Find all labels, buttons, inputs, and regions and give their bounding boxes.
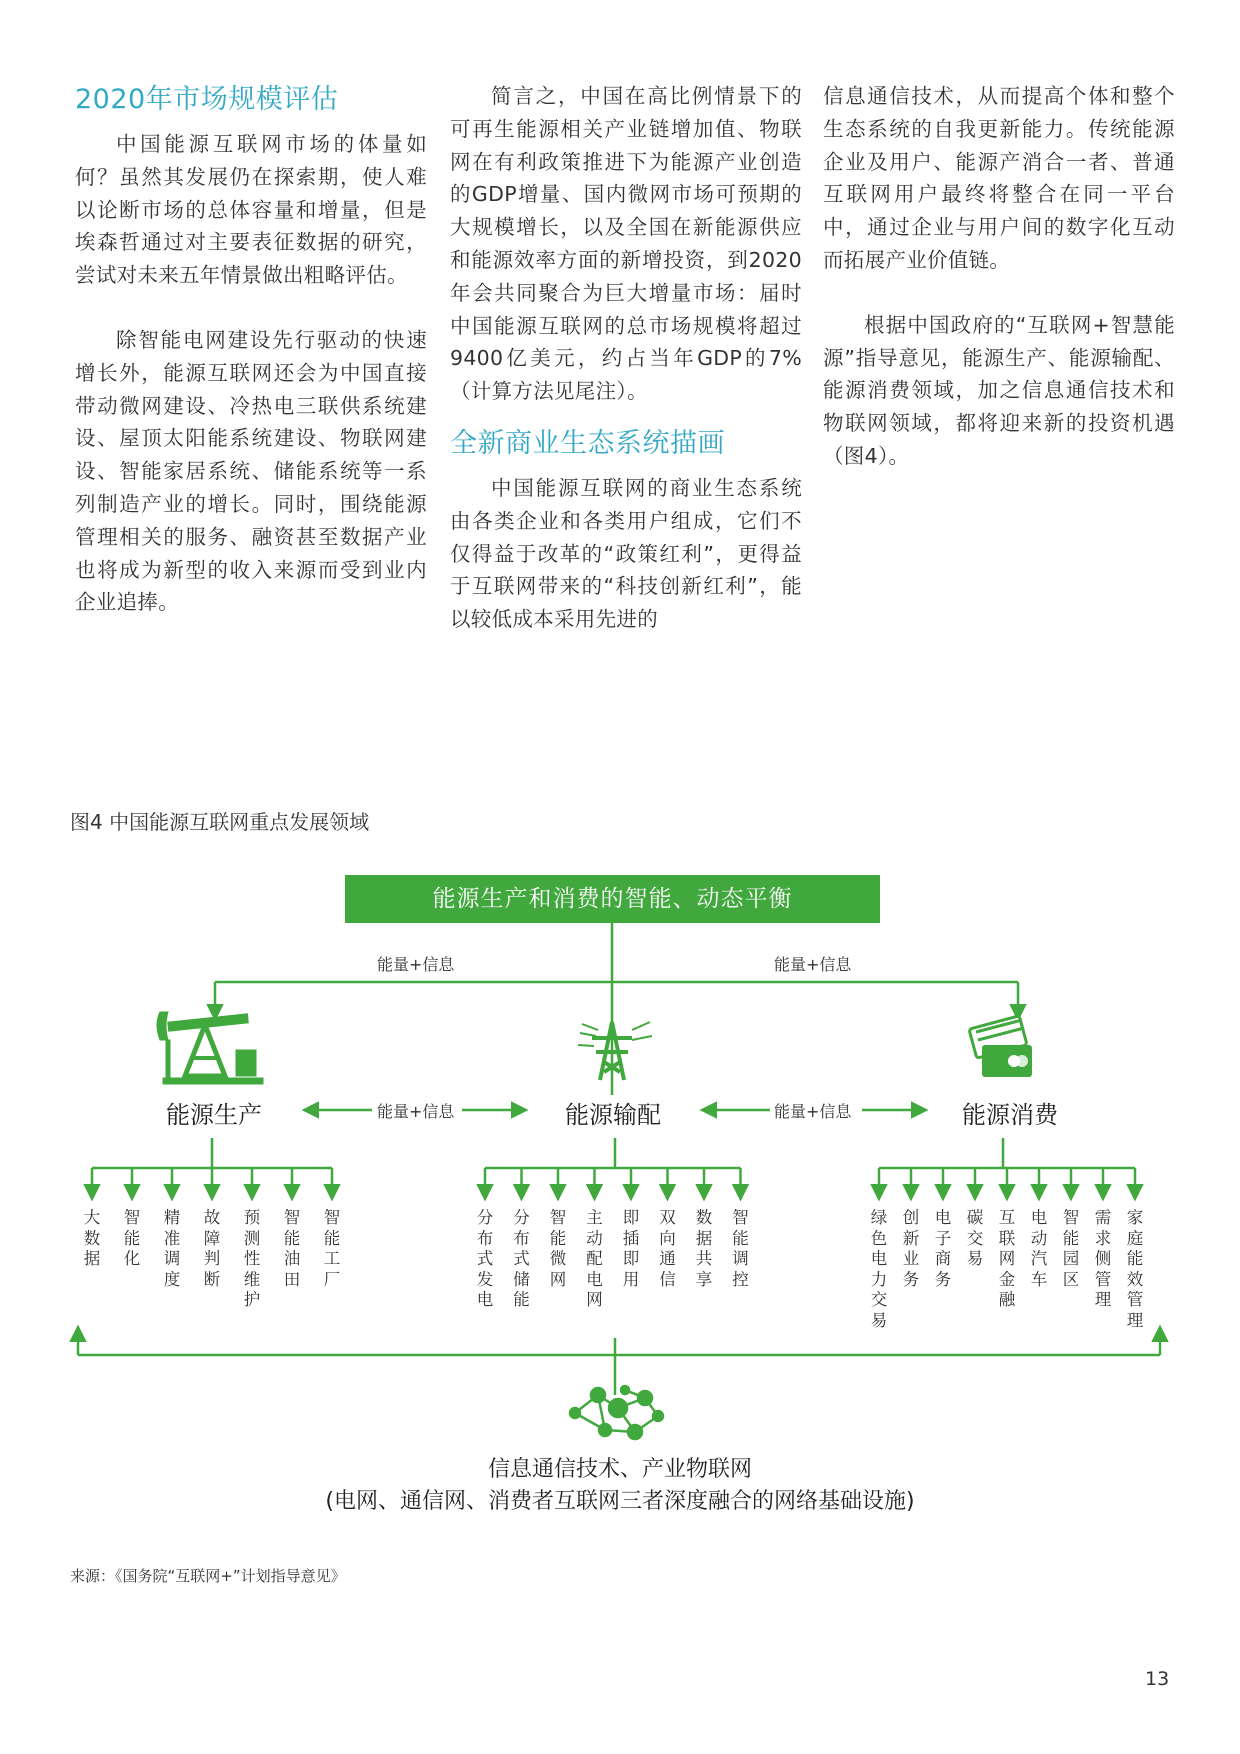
production-item: 故障判断 bbox=[203, 1208, 221, 1289]
payment-cards-icon bbox=[969, 1016, 1032, 1077]
source-note: 来源：《国务院“互联网+”计划指导意见》 bbox=[70, 1567, 346, 1585]
col2-paragraph-2: 中国能源互联网的商业生态系统由各类企业和各类用户组成，它们不仅得益于改革的“政策红利”，更得益于互联网带来的“科技创新红利”，能以较低成本采用先进的 bbox=[450, 475, 802, 632]
figure-caption: 图4 中国能源互联网重点发展领域 bbox=[70, 810, 370, 834]
col1-paragraph-2: 除智能电网建设先行驱动的快速增长外，能源互联网还会为中国直接带动微网建设、冷热电三联供系统建设、屋顶太阳能系统建设、物联网建设、智能家居系统、储能系统等一系列制造产业的增长。同时，围绕能源管理相关的服务、融资甚至数据产业也将成为新型的收入来源而受到业内企业追捧。 bbox=[75, 327, 427, 615]
production-item: 预测性维护 bbox=[243, 1208, 261, 1309]
distribution-item: 数据共享 bbox=[695, 1208, 713, 1289]
bottom-title: 信息通信技术、产业物联网 bbox=[487, 1457, 752, 1482]
distribution-item: 主动配电网 bbox=[586, 1208, 603, 1309]
network-nodes-icon bbox=[570, 1386, 663, 1439]
consumption-item: 创新业务 bbox=[902, 1208, 920, 1289]
col1-paragraph-1: 中国能源互联网市场的体量如何？虽然其发展仍在探索期，使人难以论断市场的总体容量和增量，但是埃森哲通过对主要表征数据的研究，尝试对未来五年情景做出粗略评估。 bbox=[75, 132, 427, 288]
consumption-item: 智能园区 bbox=[1062, 1208, 1080, 1289]
label-energy-info-mid-left: 能量+信息 bbox=[373, 1099, 458, 1122]
page-number: 13 bbox=[1145, 1668, 1170, 1690]
production-item: 大数据 bbox=[83, 1208, 101, 1268]
production-item: 智能工厂 bbox=[323, 1208, 341, 1289]
col3-paragraph-2: 根据中国政府的“互联网+智慧能源”指导意见，能源生产、能源输配、能源消费领域，加之信息通信技术和物联网领域，都将迎来新的投资机遇（图4）。 bbox=[823, 312, 1175, 468]
node-energy-consumption: 能源消费 bbox=[962, 1101, 1058, 1129]
oil-pump-icon bbox=[157, 1012, 263, 1084]
distribution-item: 双向通信 bbox=[659, 1208, 676, 1289]
label-energy-info-mid-right: 能量+信息 bbox=[770, 1099, 855, 1122]
distribution-item: 分布式发电 bbox=[476, 1208, 494, 1309]
col3-paragraph-1: 信息通信技术，从而提高个体和整个生态系统的自我更新能力。传统能源企业及用户、能源产消合一者、普通互联网用户最终将整合在同一平台中，通过企业与用户间的数字化互动而拓展产业价值链。 bbox=[823, 84, 1175, 272]
bottom-subtitle: (电网、通信网、消费者互联网三者深度融合的网络基础设施) bbox=[325, 1489, 915, 1514]
label-energy-info-top-right: 能量+信息 bbox=[770, 952, 855, 975]
consumption-item: 需求侧管理 bbox=[1094, 1208, 1112, 1309]
production-item: 智能油田 bbox=[283, 1208, 301, 1289]
production-item: 智能化 bbox=[123, 1208, 141, 1268]
consumption-item: 家庭能效管理 bbox=[1126, 1208, 1144, 1330]
label-energy-info-top-left: 能量+信息 bbox=[373, 952, 458, 975]
heading-market-size: 2020年市场规模评估 bbox=[75, 84, 339, 115]
heading-ecosystem: 全新商业生态系统描画 bbox=[450, 427, 725, 459]
distribution-item: 智能调控 bbox=[732, 1208, 749, 1289]
production-item: 精准调度 bbox=[163, 1208, 181, 1289]
transmission-tower-icon bbox=[578, 1022, 652, 1080]
consumption-item: 互联网金融 bbox=[998, 1208, 1016, 1309]
top-balance-box: 能源生产和消费的智能、动态平衡 bbox=[345, 875, 880, 923]
node-energy-distribution: 能源输配 bbox=[565, 1101, 661, 1129]
node-energy-production: 能源生产 bbox=[166, 1101, 262, 1129]
distribution-item: 分布式储能 bbox=[513, 1208, 530, 1309]
distribution-item: 即插即用 bbox=[622, 1208, 640, 1289]
distribution-item: 智能微网 bbox=[549, 1208, 567, 1289]
consumption-item: 碳交易 bbox=[966, 1208, 984, 1268]
consumption-item: 电子商务 bbox=[934, 1208, 952, 1289]
consumption-item: 绿色电力交易 bbox=[870, 1208, 888, 1330]
col2-paragraph-1: 简言之，中国在高比例情景下的可再生能源相关产业链增加值、物联网在有利政策推进下为能源产业创造的GDP增量、国内微网市场可预期的大规模增长，以及全国在新能源供应和能源效率方面的新增投资，到2020年会共同聚合为巨大增量市场：届时中国能源互联网的总市场规模将超过9400亿美元，约占当年GDP的7%（计算方法见尾注）。 bbox=[450, 84, 802, 404]
consumption-item: 电动汽车 bbox=[1030, 1208, 1048, 1289]
